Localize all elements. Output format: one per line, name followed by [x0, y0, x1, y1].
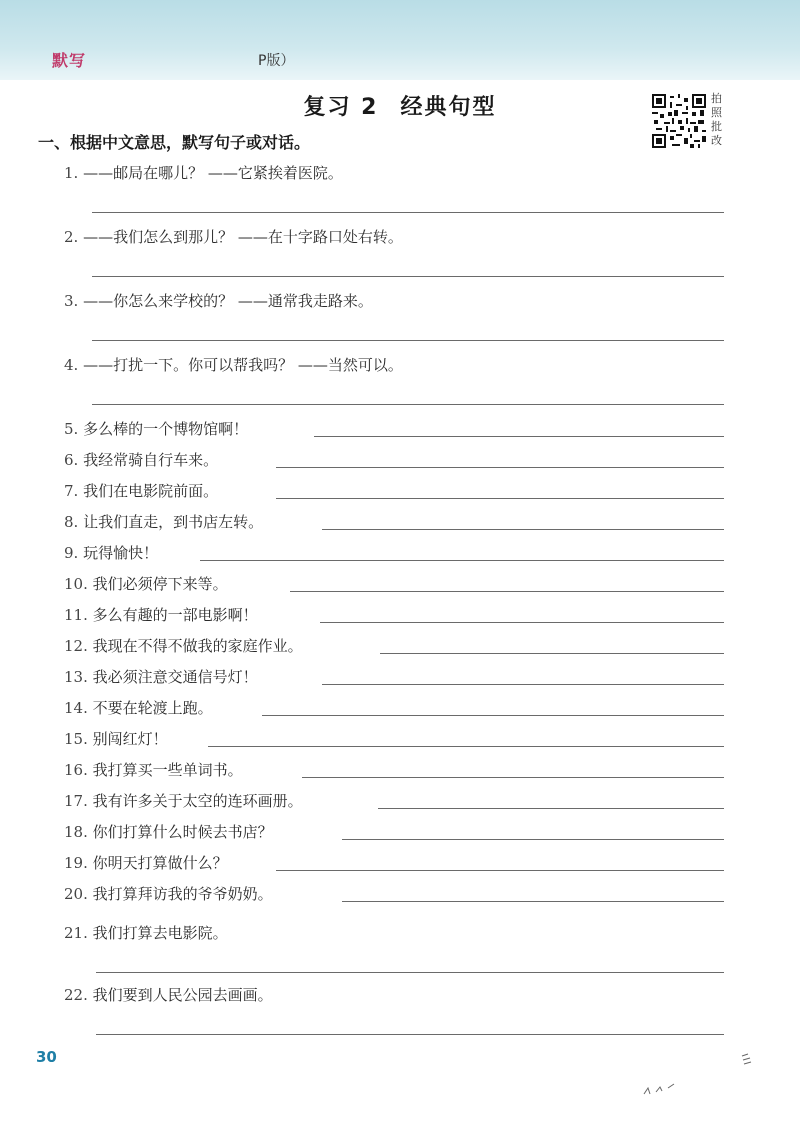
question-item [64, 984, 273, 1006]
question-item [64, 354, 403, 376]
question-item [64, 790, 303, 812]
item-text: ——你怎么来学校的？ ——通常我走路来。 [83, 292, 373, 310]
item-number: 12. [64, 637, 88, 655]
answer-line[interactable] [276, 870, 724, 871]
item-text: 我经常骑自行车来。 [83, 451, 219, 469]
answer-line[interactable] [92, 212, 724, 213]
question-item [64, 290, 373, 312]
page-number: 30 [36, 1048, 57, 1066]
question-item [64, 635, 303, 657]
question-item [64, 162, 343, 184]
title-part-2: 经典句型 [400, 95, 497, 120]
question-item [64, 226, 403, 248]
question-item [64, 759, 243, 781]
item-text: ——打扰一下。你可以帮我吗？ ——当然可以。 [83, 356, 403, 374]
item-number: 21. [64, 924, 88, 942]
brand-logo: 默写 [52, 51, 87, 70]
question-item [64, 573, 228, 595]
item-number: 16. [64, 761, 88, 779]
item-number: 15. [64, 730, 88, 748]
pencil-mark-icon [738, 1050, 758, 1070]
item-number: 14. [64, 699, 88, 717]
question-item [64, 922, 228, 944]
question-item [64, 480, 218, 502]
item-number: 7. [64, 482, 79, 500]
item-text: 我们打算去电影院。 [92, 924, 228, 942]
item-text: 我们要到人民公园去画画。 [92, 986, 273, 1004]
qr-label-char: 照 [711, 106, 722, 119]
answer-line[interactable] [378, 808, 724, 809]
item-text: 不要在轮渡上跑。 [92, 699, 213, 717]
item-text: 我打算买一些单词书。 [92, 761, 243, 779]
item-number: 2. [64, 228, 79, 246]
item-text: 我们在电影院前面。 [83, 482, 219, 500]
item-text: 你们打算什么时候去书店？ [92, 823, 273, 841]
item-number: 1. [64, 164, 79, 182]
section-heading: 一、根据中文意思，默写句子或对话。 [38, 133, 311, 152]
item-text: 让我们直走，到书店左转。 [83, 513, 264, 531]
question-item [64, 449, 218, 471]
question-item [64, 728, 168, 750]
item-text: ——邮局在哪儿？ ——它紧挨着医院。 [83, 164, 343, 182]
answer-line[interactable] [92, 340, 724, 341]
question-item [64, 542, 158, 564]
question-item [64, 697, 213, 719]
item-text: 我有许多关于太空的连环画册。 [92, 792, 303, 810]
scan-to-grade-label [711, 92, 725, 148]
answer-line[interactable] [320, 622, 724, 623]
item-number: 11. [64, 606, 88, 624]
answer-line[interactable] [96, 1034, 724, 1035]
item-text: 多么棒的一个博物馆啊！ [83, 420, 249, 438]
item-text: ——我们怎么到那儿？ ——在十字路口处右转。 [83, 228, 403, 246]
answer-line[interactable] [380, 653, 724, 654]
item-text: 玩得愉快！ [83, 544, 159, 562]
answer-line[interactable] [314, 436, 724, 437]
answer-line[interactable] [342, 839, 724, 840]
question-item [64, 418, 248, 440]
item-text: 我必须注意交通信号灯！ [92, 668, 258, 686]
answer-line[interactable] [92, 276, 724, 277]
item-text: 你明天打算做什么？ [92, 854, 228, 872]
question-item [64, 883, 273, 905]
answer-line[interactable] [200, 560, 724, 561]
answer-line[interactable] [92, 404, 724, 405]
answer-line[interactable] [208, 746, 724, 747]
item-number: 19. [64, 854, 88, 872]
question-item [64, 821, 273, 843]
answer-line[interactable] [276, 467, 724, 468]
qr-label-char: 改 [711, 134, 722, 147]
item-number: 5. [64, 420, 79, 438]
answer-line[interactable] [96, 972, 724, 973]
qr-label-char: 批 [711, 120, 722, 133]
answer-line[interactable] [262, 715, 724, 716]
item-number: 4. [64, 356, 79, 374]
header-band [0, 0, 800, 80]
item-number: 13. [64, 668, 88, 686]
item-number: 10. [64, 575, 88, 593]
item-text: 我现在不得不做我的家庭作业。 [92, 637, 303, 655]
item-text: 别闯红灯！ [92, 730, 168, 748]
item-number: 22. [64, 986, 88, 1004]
pencil-mark-icon [640, 1072, 700, 1102]
question-item [64, 604, 258, 626]
answer-line[interactable] [290, 591, 724, 592]
edition-label: P版） [258, 53, 295, 69]
answer-line[interactable] [302, 777, 724, 778]
item-number: 17. [64, 792, 88, 810]
item-number: 6. [64, 451, 79, 469]
question-item [64, 666, 258, 688]
qr-label-char: 拍 [711, 92, 722, 105]
item-number: 20. [64, 885, 88, 903]
qr-code-icon[interactable] [652, 94, 706, 148]
item-number: 3. [64, 292, 79, 310]
item-text: 多么有趣的一部电影啊！ [92, 606, 258, 624]
title-part-1: 复习 2 [303, 95, 379, 120]
question-item [64, 852, 228, 874]
item-number: 8. [64, 513, 79, 531]
item-number: 18. [64, 823, 88, 841]
item-text: 我打算拜访我的爷爷奶奶。 [92, 885, 273, 903]
answer-line[interactable] [322, 529, 724, 530]
answer-line[interactable] [276, 498, 724, 499]
answer-line[interactable] [322, 684, 724, 685]
item-number: 9. [64, 544, 79, 562]
item-text: 我们必须停下来等。 [92, 575, 228, 593]
question-item [64, 511, 263, 533]
answer-line[interactable] [342, 901, 724, 902]
